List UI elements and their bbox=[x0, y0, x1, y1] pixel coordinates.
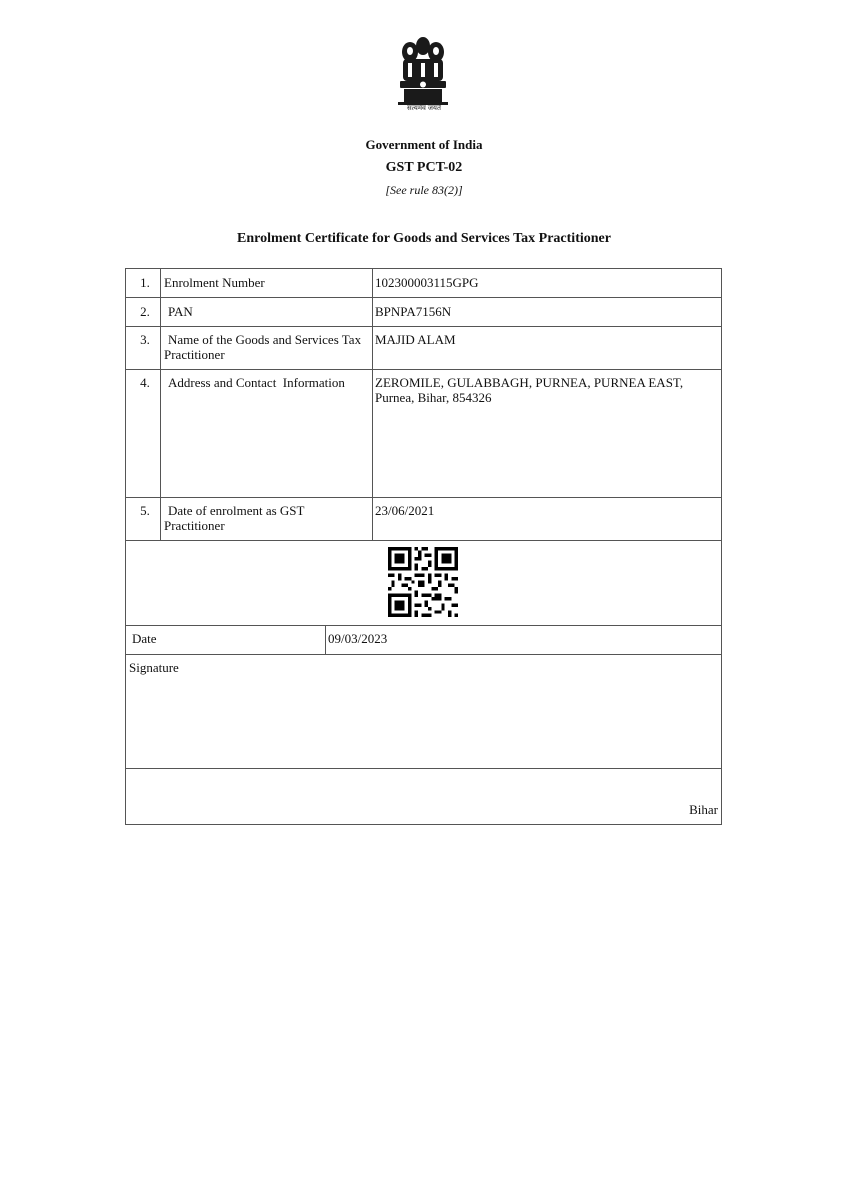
practitioner-name-label: Name of the Goods and Services Tax Practitioner bbox=[164, 332, 362, 362]
enrolment-date-value: 23/06/2021 bbox=[375, 503, 435, 518]
issue-date-value: 09/03/2023 bbox=[328, 631, 388, 646]
pan-label: PAN bbox=[168, 304, 193, 319]
row-number: 5. bbox=[140, 503, 150, 518]
row-number: 1. bbox=[140, 275, 150, 290]
issuing-state: Bihar bbox=[689, 802, 718, 817]
rule-reference: [See rule 83(2)] bbox=[385, 183, 463, 197]
certificate-title: Enrolment Certificate for Goods and Services Tax Practitioner bbox=[237, 231, 611, 246]
row-number: 3. bbox=[140, 332, 150, 347]
form-code: GST PCT-02 bbox=[385, 160, 463, 175]
row-number: 2. bbox=[140, 304, 150, 319]
enrolment-number-value: 102300003115GPG bbox=[375, 275, 479, 290]
enrolment-date-label: Date of enrolment as GST Practitioner bbox=[164, 503, 305, 533]
issue-date-label: Date bbox=[132, 631, 157, 646]
signature-area bbox=[126, 655, 721, 767]
address-value: ZEROMILE, GULABBAGH, PURNEA, PURNEA EAST, Purnea, Bihar, 854326 bbox=[375, 375, 684, 405]
row-number: 4. bbox=[140, 375, 150, 390]
enrolment-number-label: Enrolment Number bbox=[164, 275, 265, 290]
address-label: Address and Contact Information bbox=[168, 375, 345, 390]
pan-value: BPNPA7156N bbox=[375, 304, 452, 319]
emblem-motto: सत्यमेव जयते bbox=[407, 104, 441, 112]
signature-label: Signature bbox=[129, 660, 179, 675]
certificate-table bbox=[125, 268, 722, 825]
qr-code bbox=[388, 547, 458, 617]
government-heading: Government of India bbox=[365, 137, 483, 152]
practitioner-name-value: MAJID ALAM bbox=[375, 332, 456, 347]
